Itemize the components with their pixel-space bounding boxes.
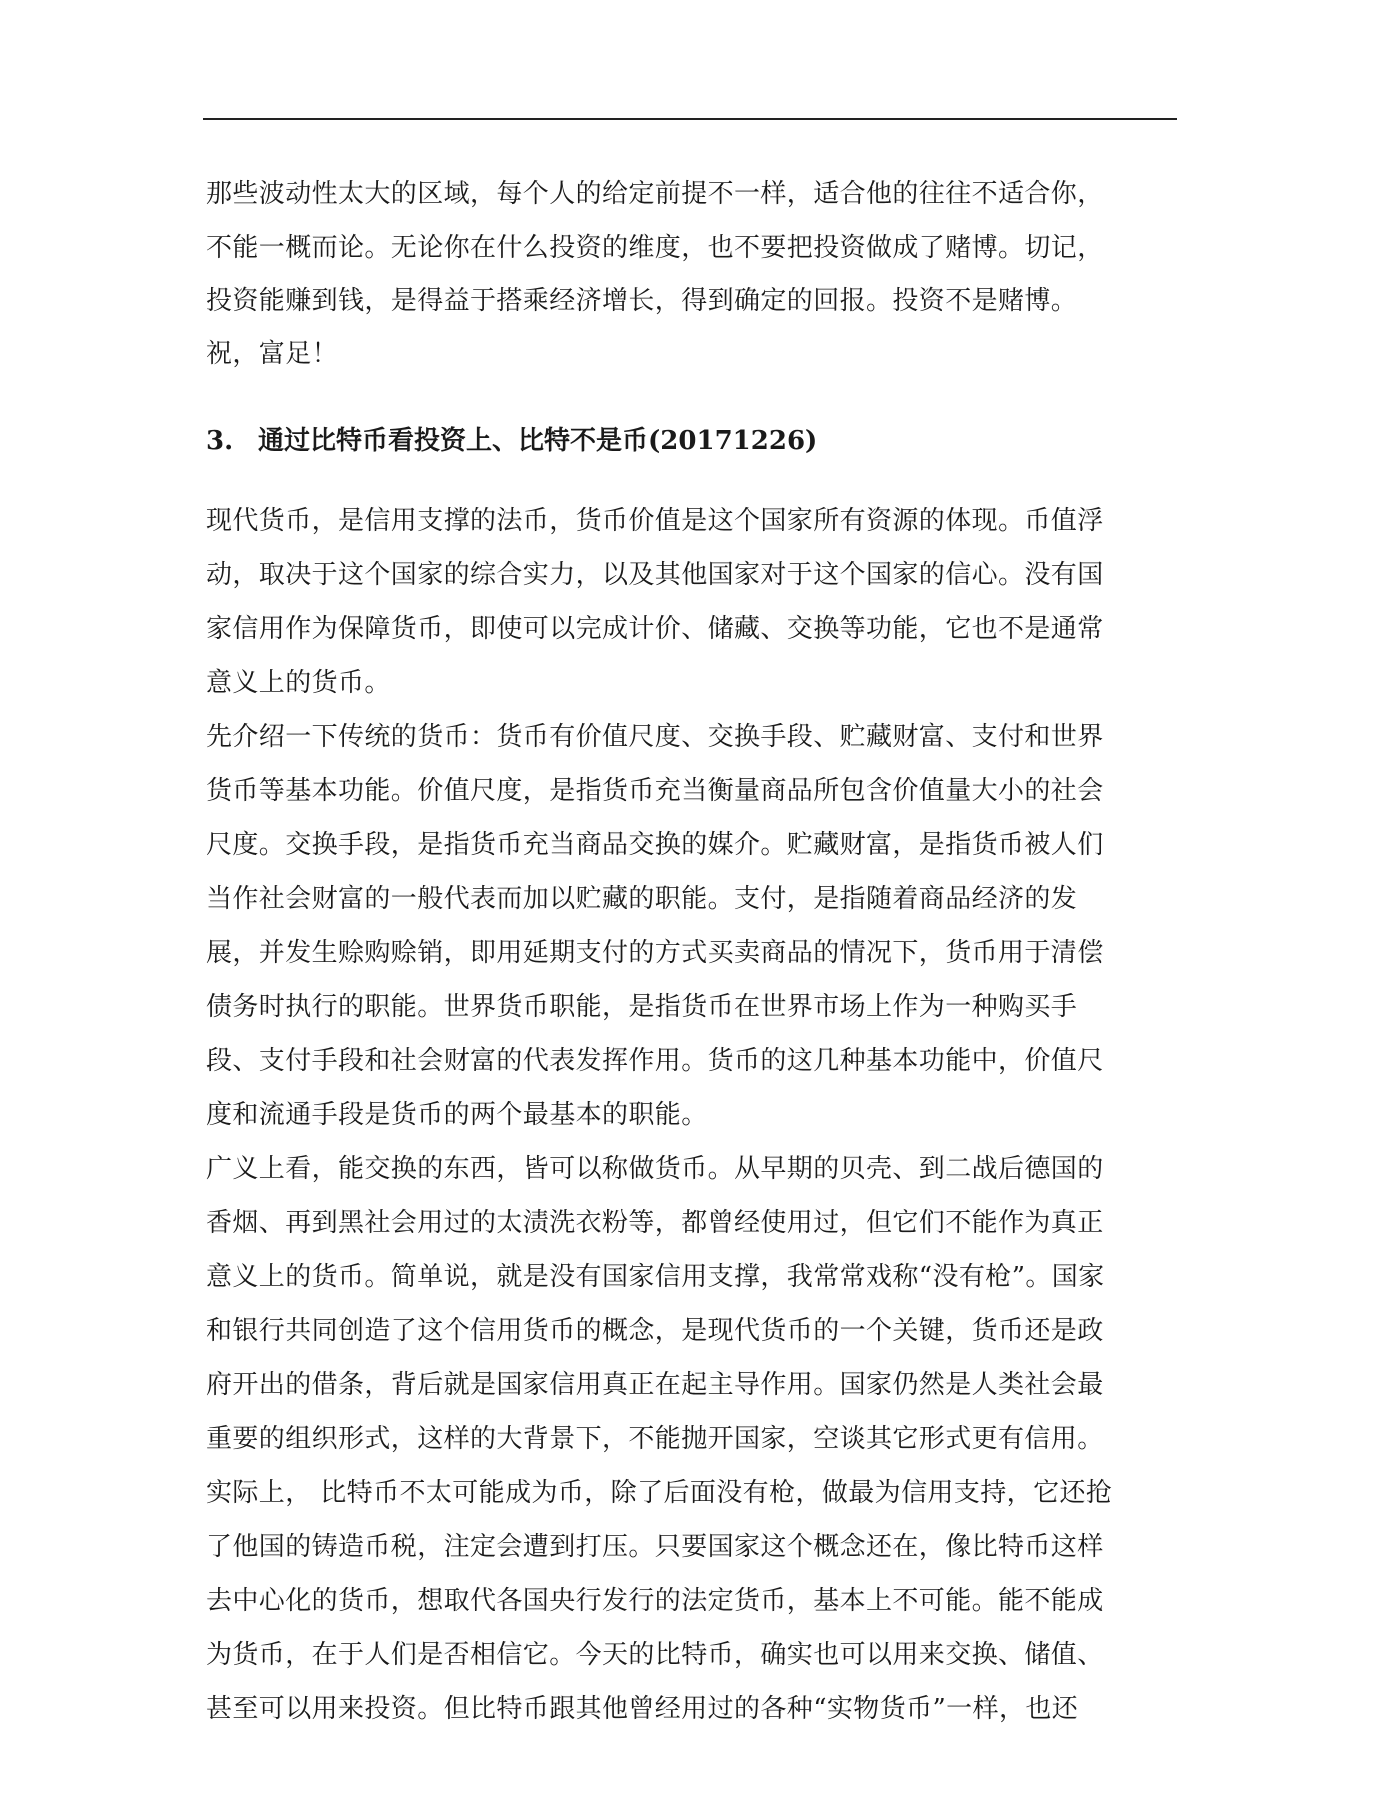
body-line-16: 和银行共同创造了这个信用货币的概念，是现代货币的一个关键，货币还是政 (206, 1316, 1104, 1346)
body-line-4: 意义上的货币。 (206, 668, 391, 698)
body-line-19: 实际上， 比特币不太可能成为币，除了后面没有枪，做最为信用支持，它还抢 (206, 1478, 1113, 1508)
body-line-13: 广义上看，能交换的东西，皆可以称做货币。从早期的贝壳、到二战后德国的 (206, 1154, 1104, 1184)
body-line-6: 货币等基本功能。价值尺度，是指货币充当衡量商品所包含价值量大小的社会 (206, 776, 1104, 806)
intro-line-4: 祝，富足！ (206, 339, 339, 369)
intro-line-1: 那些波动性太大的区域，每个人的给定前提不一样，适合他的往往不适合你， (206, 179, 1104, 209)
body-line-17: 府开出的借条，背后就是国家信用真正在起主导作用。国家仍然是人类社会最 (206, 1370, 1104, 1400)
body-line-1: 现代货币，是信用支撑的法币，货币价值是这个国家所有资源的体现。币值浮 (206, 506, 1104, 536)
intro-line-2: 不能一概而论。无论你在什么投资的维度，也不要把投资做成了赌博。切记， (206, 233, 1104, 263)
body-line-11: 段、支付手段和社会财富的代表发挥作用。货币的这几种基本功能中，价值尺 (206, 1046, 1104, 1076)
intro-line-3: 投资能赚到钱，是得益于搭乘经济增长，得到确定的回报。投资不是赌博。 (206, 286, 1078, 316)
section-title: 通过比特币看投资上、比特不是币(20171226) (258, 426, 818, 456)
section-number: 3. (206, 426, 234, 456)
body-line-2: 动，取决于这个国家的综合实力，以及其他国家对于这个国家的信心。没有国 (206, 560, 1104, 590)
body-line-10: 债务时执行的职能。世界货币职能，是指货币在世界市场上作为一种购买手 (206, 992, 1078, 1022)
body-line-7: 尺度。交换手段，是指货币充当商品交换的媒介。贮藏财富，是指货币被人们 (206, 830, 1104, 860)
body-line-21: 去中心化的货币，想取代各国央行发行的法定货币，基本上不可能。能不能成 (206, 1586, 1104, 1616)
body-line-12: 度和流通手段是货币的两个最基本的职能。 (206, 1100, 708, 1130)
body-line-14: 香烟、再到黑社会用过的太渍洗衣粉等，都曾经使用过，但它们不能作为真正 (206, 1208, 1104, 1238)
body-line-22: 为货币，在于人们是否相信它。今天的比特币，确实也可以用来交换、储值、 (206, 1640, 1104, 1670)
body-line-3: 家信用作为保障货币，即使可以完成计价、储藏、交换等功能，它也不是通常 (206, 614, 1104, 644)
body-line-9: 展，并发生赊购赊销，即用延期支付的方式买卖商品的情况下，货币用于清偿 (206, 938, 1104, 968)
body-line-18: 重要的组织形式，这样的大背景下，不能抛开国家，空谈其它形式更有信用。 (206, 1424, 1104, 1454)
body-line-5: 先介绍一下传统的货币：货币有价值尺度、交换手段、贮藏财富、支付和世界 (206, 722, 1104, 752)
body-line-20: 了他国的铸造币税，注定会遭到打压。只要国家这个概念还在，像比特币这样 (206, 1532, 1104, 1562)
body-line-8: 当作社会财富的一般代表而加以贮藏的职能。支付，是指随着商品经济的发 (206, 884, 1078, 914)
body-line-23: 甚至可以用来投资。但比特币跟其他曾经用过的各种“实物货币”一样，也还 (206, 1694, 1079, 1724)
body-line-15: 意义上的货币。简单说，就是没有国家信用支撑，我常常戏称“没有枪”。国家 (206, 1262, 1105, 1292)
section-heading (206, 423, 817, 459)
header-rule (203, 118, 1177, 120)
